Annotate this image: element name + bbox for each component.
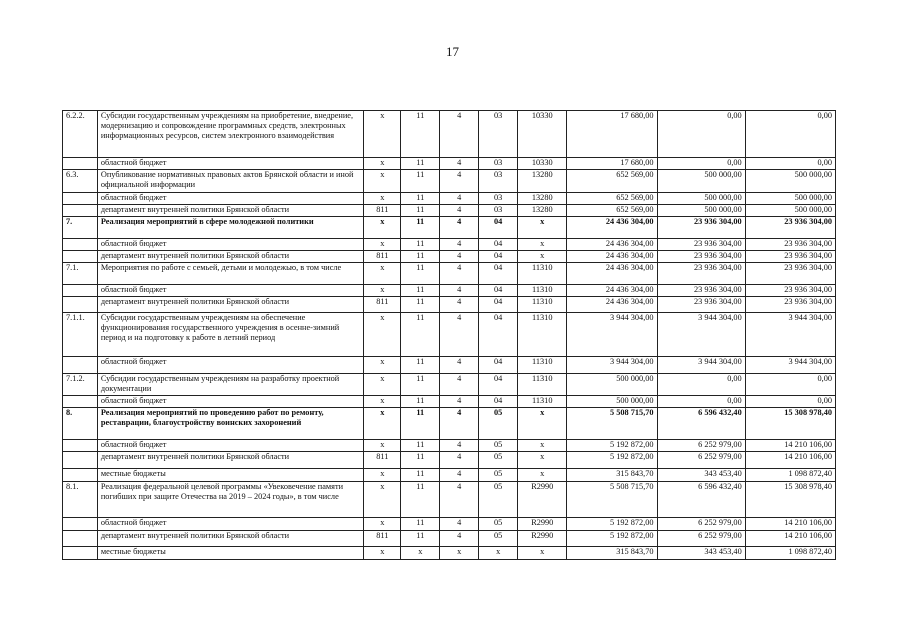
row-name: департамент внутренней политики Брянской области [97, 297, 364, 313]
code-program: 11 [401, 482, 440, 518]
code-admin: х [364, 158, 401, 170]
code-direction: х [518, 239, 567, 251]
amount-year-3: 14 210 106,00 [745, 531, 835, 547]
table-row [63, 251, 836, 263]
code-program: 11 [401, 313, 440, 357]
code-direction: 10330 [518, 111, 567, 158]
code-admin: х [364, 170, 401, 193]
amount-year-1: 24 436 304,00 [567, 285, 657, 297]
code-admin: х [364, 217, 401, 239]
code-program: 11 [401, 518, 440, 531]
code-main-event: 04 [479, 297, 518, 313]
code-program: 11 [401, 217, 440, 239]
page-number: 17 [446, 44, 459, 59]
amount-year-3: 0,00 [745, 396, 835, 408]
code-main-event: 04 [479, 313, 518, 357]
amount-year-3: 23 936 304,00 [745, 263, 835, 285]
table-row [63, 217, 836, 239]
amount-year-1: 652 569,00 [567, 205, 657, 217]
code-direction: х [518, 547, 567, 560]
code-admin: 811 [364, 297, 401, 313]
code-program: 11 [401, 239, 440, 251]
code-direction: R2990 [518, 482, 567, 518]
amount-year-1: 24 436 304,00 [567, 251, 657, 263]
code-program: 11 [401, 408, 440, 440]
row-name: Субсидии государственным учреждениям на обеспечение функционирования государственного учреждения в осенне-зимний период и на подготовку к работе в летний период [97, 313, 364, 357]
row-name: Субсидии государственным учреждениям на разработку проектной документации [97, 374, 364, 396]
row-number [63, 547, 98, 560]
code-main-event: 04 [479, 374, 518, 396]
row-number [63, 452, 98, 469]
code-admin: 811 [364, 205, 401, 217]
code-program: 11 [401, 111, 440, 158]
row-number: 6.2.2. [63, 111, 98, 158]
row-name: областной бюджет [97, 440, 364, 452]
amount-year-2: 23 936 304,00 [657, 251, 745, 263]
table-row [63, 297, 836, 313]
code-main-event: 04 [479, 263, 518, 285]
amount-year-1: 652 569,00 [567, 193, 657, 205]
code-subprogram: 4 [440, 357, 479, 374]
code-admin: х [364, 374, 401, 396]
amount-year-1: 500 000,00 [567, 374, 657, 396]
amount-year-1: 5 192 872,00 [567, 518, 657, 531]
code-subprogram: 4 [440, 452, 479, 469]
code-main-event: 05 [479, 440, 518, 452]
row-name: областной бюджет [97, 518, 364, 531]
row-number: 7.1.1. [63, 313, 98, 357]
row-number [63, 531, 98, 547]
amount-year-2: 23 936 304,00 [657, 297, 745, 313]
code-program: 11 [401, 285, 440, 297]
row-number: 7.1. [63, 263, 98, 285]
table-row [63, 547, 836, 560]
row-name: областной бюджет [97, 357, 364, 374]
code-direction: х [518, 408, 567, 440]
row-name: Мероприятия по работе с семьей, детьми и молодежью, в том числе [97, 263, 364, 285]
amount-year-2: 23 936 304,00 [657, 285, 745, 297]
amount-year-2: 6 252 979,00 [657, 452, 745, 469]
code-admin: х [364, 469, 401, 482]
row-name: областной бюджет [97, 158, 364, 170]
row-number [63, 205, 98, 217]
amount-year-2: 23 936 304,00 [657, 239, 745, 251]
code-direction: 13280 [518, 193, 567, 205]
code-subprogram: 4 [440, 531, 479, 547]
amount-year-3: 3 944 304,00 [745, 357, 835, 374]
table-row [63, 170, 836, 193]
table-row [63, 205, 836, 217]
row-name: областной бюджет [97, 285, 364, 297]
amount-year-3: 14 210 106,00 [745, 452, 835, 469]
code-direction: 11310 [518, 357, 567, 374]
code-subprogram: х [440, 547, 479, 560]
amount-year-1: 5 192 872,00 [567, 440, 657, 452]
amount-year-3: 14 210 106,00 [745, 518, 835, 531]
code-direction: х [518, 452, 567, 469]
code-admin: х [364, 518, 401, 531]
code-main-event: 05 [479, 469, 518, 482]
code-admin: х [364, 396, 401, 408]
code-subprogram: 4 [440, 285, 479, 297]
code-program: 11 [401, 193, 440, 205]
code-subprogram: 4 [440, 482, 479, 518]
code-main-event: 03 [479, 158, 518, 170]
row-name: Реализация федеральной целевой программы «Увековечение памяти погибших при защите Отечества на 2019 – 2024 годы», в том числе [97, 482, 364, 518]
table-row [63, 313, 836, 357]
table-row [63, 263, 836, 285]
code-direction: R2990 [518, 518, 567, 531]
code-admin: 811 [364, 251, 401, 263]
amount-year-3: 500 000,00 [745, 170, 835, 193]
row-number [63, 357, 98, 374]
row-number: 8.1. [63, 482, 98, 518]
code-program: 11 [401, 396, 440, 408]
row-number: 6.3. [63, 170, 98, 193]
amount-year-3: 15 308 978,40 [745, 408, 835, 440]
code-admin: х [364, 547, 401, 560]
row-number [63, 158, 98, 170]
code-admin: х [364, 408, 401, 440]
row-number [63, 239, 98, 251]
amount-year-1: 24 436 304,00 [567, 217, 657, 239]
table-row [63, 518, 836, 531]
amount-year-2: 0,00 [657, 158, 745, 170]
amount-year-1: 5 192 872,00 [567, 531, 657, 547]
amount-year-3: 1 098 872,40 [745, 469, 835, 482]
code-admin: 811 [364, 452, 401, 469]
row-number [63, 440, 98, 452]
code-direction: R2990 [518, 531, 567, 547]
code-admin: х [364, 285, 401, 297]
code-subprogram: 4 [440, 263, 479, 285]
row-name: областной бюджет [97, 396, 364, 408]
code-subprogram: 4 [440, 469, 479, 482]
table-row [63, 440, 836, 452]
amount-year-2: 6 252 979,00 [657, 518, 745, 531]
code-main-event: 03 [479, 170, 518, 193]
amount-year-2: 6 252 979,00 [657, 440, 745, 452]
amount-year-1: 24 436 304,00 [567, 263, 657, 285]
code-main-event: 04 [479, 357, 518, 374]
code-direction: 13280 [518, 170, 567, 193]
code-direction: 10330 [518, 158, 567, 170]
row-number [63, 469, 98, 482]
amount-year-1: 3 944 304,00 [567, 357, 657, 374]
amount-year-2: 3 944 304,00 [657, 313, 745, 357]
code-program: 11 [401, 452, 440, 469]
code-direction: х [518, 440, 567, 452]
row-name: Реализация мероприятий в сфере молодежной политики [97, 217, 364, 239]
table-row [63, 482, 836, 518]
row-name: местные бюджеты [97, 547, 364, 560]
code-main-event: 05 [479, 408, 518, 440]
code-admin: х [364, 193, 401, 205]
code-main-event: 03 [479, 205, 518, 217]
table-row [63, 531, 836, 547]
code-subprogram: 4 [440, 111, 479, 158]
amount-year-1: 3 944 304,00 [567, 313, 657, 357]
row-number [63, 297, 98, 313]
code-subprogram: 4 [440, 193, 479, 205]
code-subprogram: 4 [440, 518, 479, 531]
row-number [63, 251, 98, 263]
code-direction: х [518, 217, 567, 239]
amount-year-2: 3 944 304,00 [657, 357, 745, 374]
code-program: 11 [401, 170, 440, 193]
code-program: 11 [401, 440, 440, 452]
amount-year-1: 315 843,70 [567, 469, 657, 482]
amount-year-3: 500 000,00 [745, 193, 835, 205]
amount-year-1: 24 436 304,00 [567, 297, 657, 313]
row-name: департамент внутренней политики Брянской области [97, 531, 364, 547]
row-number: 8. [63, 408, 98, 440]
code-main-event: 05 [479, 452, 518, 469]
amount-year-2: 23 936 304,00 [657, 217, 745, 239]
amount-year-2: 343 453,40 [657, 547, 745, 560]
row-name: местные бюджеты [97, 469, 364, 482]
row-number [63, 193, 98, 205]
code-direction: 11310 [518, 374, 567, 396]
code-main-event: 05 [479, 482, 518, 518]
row-name: областной бюджет [97, 239, 364, 251]
table-row [63, 357, 836, 374]
code-subprogram: 4 [440, 313, 479, 357]
amount-year-3: 1 098 872,40 [745, 547, 835, 560]
code-program: 11 [401, 357, 440, 374]
code-direction: х [518, 251, 567, 263]
amount-year-3: 23 936 304,00 [745, 251, 835, 263]
amount-year-1: 17 680,00 [567, 158, 657, 170]
amount-year-2: 6 596 432,40 [657, 482, 745, 518]
code-main-event: 04 [479, 396, 518, 408]
table-body [63, 111, 836, 560]
code-main-event: 04 [479, 285, 518, 297]
code-main-event: 03 [479, 193, 518, 205]
amount-year-3: 23 936 304,00 [745, 217, 835, 239]
code-subprogram: 4 [440, 158, 479, 170]
code-subprogram: 4 [440, 297, 479, 313]
row-name: департамент внутренней политики Брянской области [97, 205, 364, 217]
table-row [63, 408, 836, 440]
amount-year-2: 500 000,00 [657, 193, 745, 205]
row-number [63, 518, 98, 531]
amount-year-3: 15 308 978,40 [745, 482, 835, 518]
code-program: 11 [401, 251, 440, 263]
code-subprogram: 4 [440, 170, 479, 193]
code-direction: 11310 [518, 285, 567, 297]
code-admin: х [364, 357, 401, 374]
code-program: 11 [401, 205, 440, 217]
code-subprogram: 4 [440, 396, 479, 408]
amount-year-1: 5 508 715,70 [567, 408, 657, 440]
row-number: 7.1.2. [63, 374, 98, 396]
amount-year-3: 23 936 304,00 [745, 239, 835, 251]
row-name: департамент внутренней политики Брянской области [97, 452, 364, 469]
row-name: Субсидии государственным учреждениям на приобретение, внедрение, модернизацию и сопровождение программных средств, электронных информационных ресурсов, систем электронного взаимодействия [97, 111, 364, 158]
amount-year-3: 0,00 [745, 158, 835, 170]
amount-year-1: 5 192 872,00 [567, 452, 657, 469]
amount-year-1: 652 569,00 [567, 170, 657, 193]
code-direction: 11310 [518, 396, 567, 408]
code-program: 11 [401, 374, 440, 396]
amount-year-1: 24 436 304,00 [567, 239, 657, 251]
code-main-event: х [479, 547, 518, 560]
code-subprogram: 4 [440, 374, 479, 396]
code-main-event: 04 [479, 217, 518, 239]
code-subprogram: 4 [440, 408, 479, 440]
code-direction: 11310 [518, 263, 567, 285]
code-main-event: 04 [479, 239, 518, 251]
code-admin: х [364, 440, 401, 452]
amount-year-2: 6 596 432,40 [657, 408, 745, 440]
table-row [63, 396, 836, 408]
code-subprogram: 4 [440, 205, 479, 217]
code-direction: 11310 [518, 297, 567, 313]
table-row [63, 374, 836, 396]
code-main-event: 05 [479, 531, 518, 547]
amount-year-1: 5 508 715,70 [567, 482, 657, 518]
row-number [63, 396, 98, 408]
code-admin: 811 [364, 531, 401, 547]
row-number [63, 285, 98, 297]
code-admin: х [364, 239, 401, 251]
row-name: департамент внутренней политики Брянской области [97, 251, 364, 263]
code-direction: х [518, 469, 567, 482]
code-direction: 11310 [518, 313, 567, 357]
table-row [63, 469, 836, 482]
amount-year-3: 23 936 304,00 [745, 297, 835, 313]
table-row [63, 452, 836, 469]
table-row [63, 285, 836, 297]
code-main-event: 05 [479, 518, 518, 531]
code-admin: х [364, 313, 401, 357]
budget-table [62, 110, 836, 560]
amount-year-2: 343 453,40 [657, 469, 745, 482]
code-program: 11 [401, 158, 440, 170]
code-program: х [401, 547, 440, 560]
amount-year-2: 6 252 979,00 [657, 531, 745, 547]
amount-year-3: 23 936 304,00 [745, 285, 835, 297]
code-subprogram: 4 [440, 251, 479, 263]
amount-year-2: 23 936 304,00 [657, 263, 745, 285]
table-row [63, 111, 836, 158]
code-subprogram: 4 [440, 440, 479, 452]
amount-year-2: 0,00 [657, 374, 745, 396]
amount-year-3: 14 210 106,00 [745, 440, 835, 452]
code-subprogram: 4 [440, 217, 479, 239]
amount-year-3: 0,00 [745, 374, 835, 396]
row-name: Реализация мероприятий по проведению работ по ремонту, реставрации, благоустройству воинских захоронений [97, 408, 364, 440]
row-name: Опубликование нормативных правовых актов Брянской области и иной официальной информации [97, 170, 364, 193]
code-program: 11 [401, 297, 440, 313]
amount-year-3: 0,00 [745, 111, 835, 158]
amount-year-1: 315 843,70 [567, 547, 657, 560]
code-program: 11 [401, 531, 440, 547]
amount-year-2: 500 000,00 [657, 205, 745, 217]
amount-year-3: 3 944 304,00 [745, 313, 835, 357]
code-program: 11 [401, 469, 440, 482]
code-main-event: 04 [479, 251, 518, 263]
amount-year-1: 17 680,00 [567, 111, 657, 158]
table-row [63, 193, 836, 205]
table-row [63, 239, 836, 251]
code-program: 11 [401, 263, 440, 285]
table-row [63, 158, 836, 170]
code-admin: х [364, 263, 401, 285]
amount-year-1: 500 000,00 [567, 396, 657, 408]
code-admin: х [364, 111, 401, 158]
code-main-event: 03 [479, 111, 518, 158]
amount-year-3: 500 000,00 [745, 205, 835, 217]
row-number: 7. [63, 217, 98, 239]
code-subprogram: 4 [440, 239, 479, 251]
code-admin: х [364, 482, 401, 518]
amount-year-2: 0,00 [657, 111, 745, 158]
code-direction: 13280 [518, 205, 567, 217]
row-name: областной бюджет [97, 193, 364, 205]
amount-year-2: 500 000,00 [657, 170, 745, 193]
amount-year-2: 0,00 [657, 396, 745, 408]
